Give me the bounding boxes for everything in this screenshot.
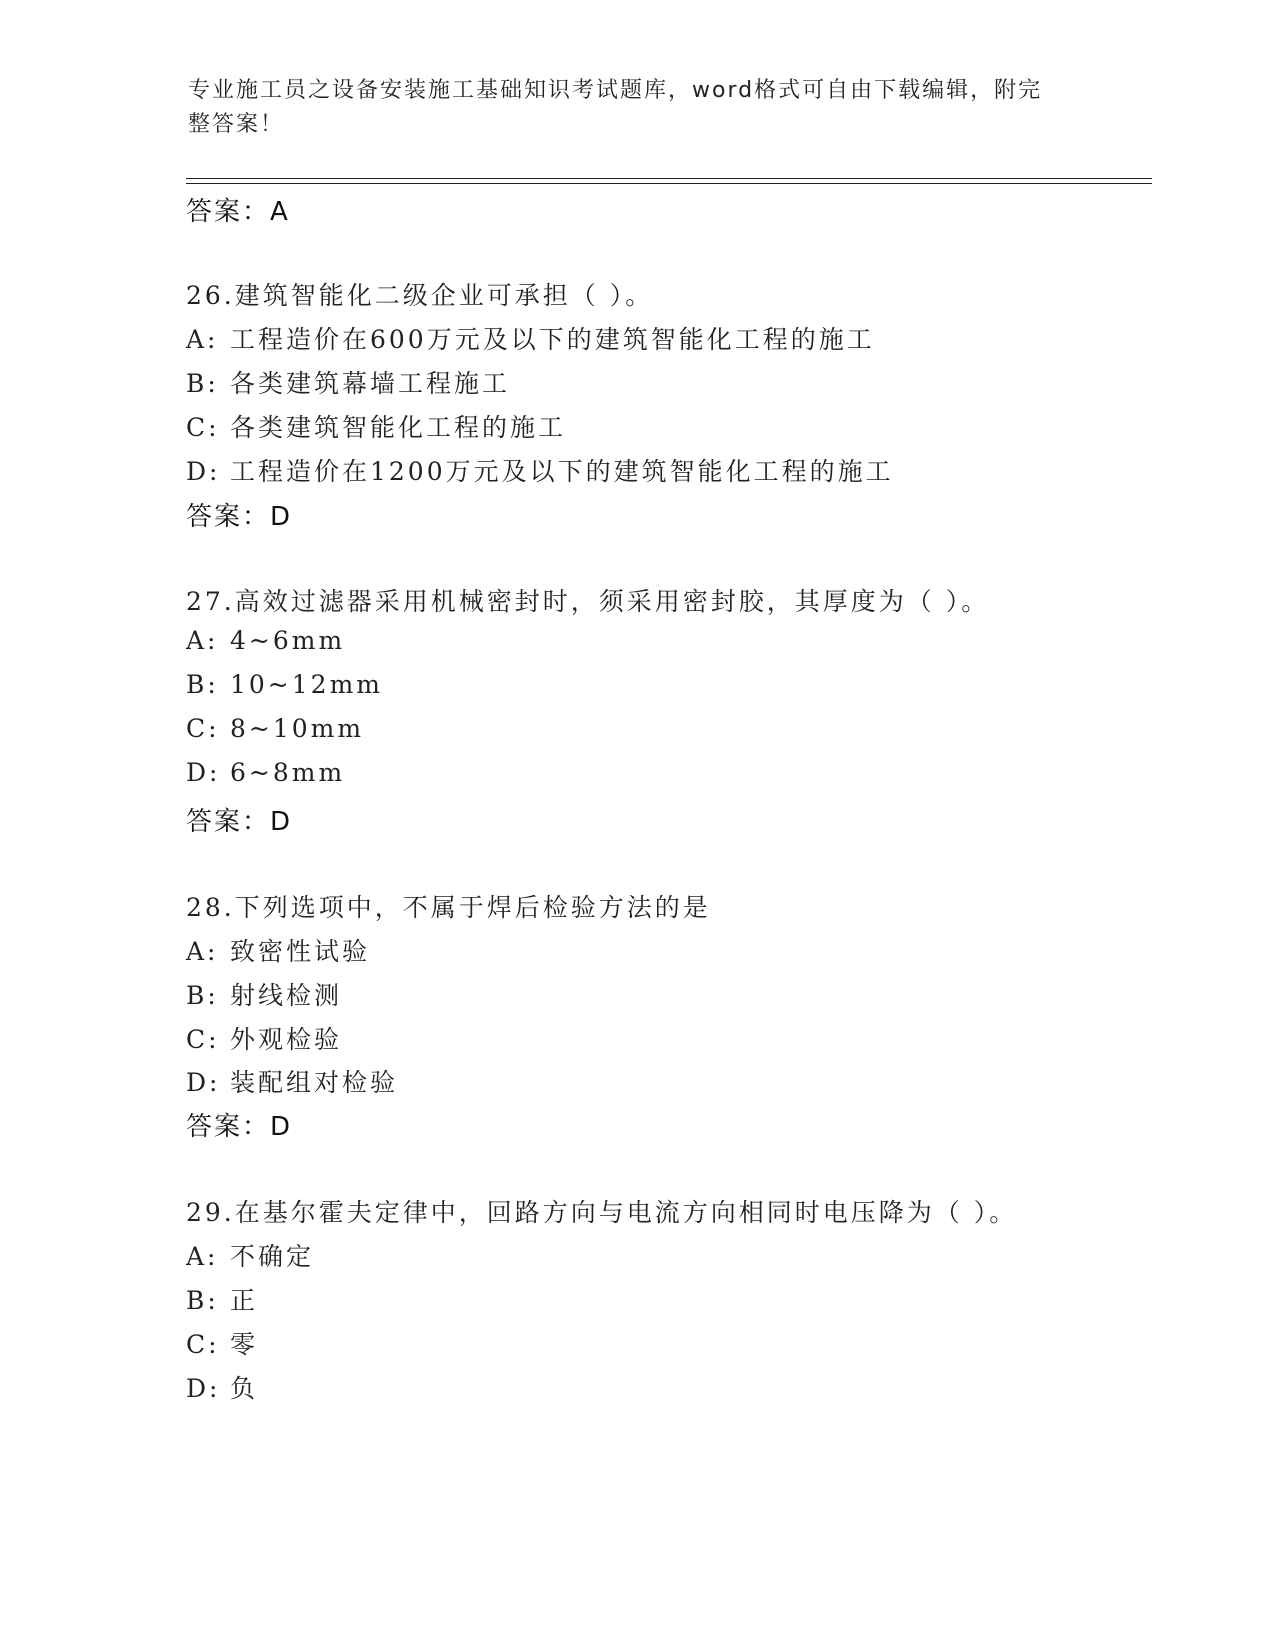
option-key: D: bbox=[186, 758, 221, 787]
option-28-d bbox=[186, 1063, 398, 1099]
option-text: 装配组对检验 bbox=[230, 1068, 399, 1097]
option-text: 不确定 bbox=[230, 1242, 315, 1271]
header-divider-bottom bbox=[186, 183, 1152, 184]
option-27-a bbox=[186, 626, 345, 655]
option-text: 6~8mm bbox=[230, 758, 346, 787]
option-text: 射线检测 bbox=[230, 981, 343, 1010]
answer-line-28 bbox=[186, 1106, 291, 1143]
option-27-c bbox=[186, 714, 364, 743]
option-key: D: bbox=[186, 1374, 221, 1403]
option-text: 10~12mm bbox=[230, 670, 383, 699]
option-key: B: bbox=[186, 1286, 219, 1315]
answer-label: 答案： bbox=[186, 197, 271, 227]
option-26-c bbox=[186, 408, 566, 444]
answer-line-prev bbox=[186, 191, 289, 228]
option-key: B: bbox=[186, 981, 219, 1010]
answer-value: D bbox=[270, 807, 292, 837]
answer-line-27 bbox=[186, 801, 291, 838]
header-line-1: 专业施工员之设备安装施工基础知识考试题库，word格式可自由下载编辑，附完 bbox=[188, 78, 1043, 103]
option-text: 各类建筑幕墙工程施工 bbox=[230, 369, 511, 398]
option-key: A: bbox=[186, 937, 219, 966]
option-text: 负 bbox=[230, 1374, 259, 1403]
option-key: C: bbox=[186, 714, 220, 743]
option-key: A: bbox=[186, 626, 219, 655]
option-text: 工程造价在600万元及以下的建筑智能化工程的施工 bbox=[230, 325, 875, 354]
question-stem-28: 28.下列选项中，不属于焊后检验方法的是 bbox=[186, 893, 711, 922]
option-key: B: bbox=[186, 369, 219, 398]
option-29-a bbox=[186, 1237, 314, 1273]
option-26-a bbox=[186, 320, 875, 356]
header-divider-top bbox=[186, 178, 1152, 179]
question-stem-27: 27.高效过滤器采用机械密封时，须采用密封胶，其厚度为（ ）。 bbox=[186, 587, 990, 616]
answer-value: D bbox=[270, 1112, 292, 1142]
option-key: C: bbox=[186, 1025, 220, 1054]
option-key: C: bbox=[186, 1330, 220, 1359]
option-key: B: bbox=[186, 670, 219, 699]
option-key: C: bbox=[186, 413, 220, 442]
answer-label: 答案： bbox=[186, 807, 271, 837]
option-27-d bbox=[186, 758, 345, 787]
option-key: D: bbox=[186, 1068, 221, 1097]
answer-label: 答案： bbox=[186, 502, 271, 532]
option-text: 工程造价在1200万元及以下的建筑智能化工程的施工 bbox=[230, 457, 894, 486]
option-26-d bbox=[186, 452, 894, 488]
option-27-b bbox=[186, 670, 383, 699]
option-key: D: bbox=[186, 457, 221, 486]
answer-value: D bbox=[270, 502, 292, 532]
answer-line-26 bbox=[186, 496, 291, 533]
question-stem-29: 29.在基尔霍夫定律中，回路方向与电流方向相同时电压降为（ ）。 bbox=[186, 1198, 1018, 1227]
option-text: 各类建筑智能化工程的施工 bbox=[230, 413, 567, 442]
question-stem-26: 26.建筑智能化二级企业可承担（ ）。 bbox=[186, 281, 654, 310]
option-text: 外观检验 bbox=[230, 1025, 343, 1054]
header-line-2: 整答案！ bbox=[188, 112, 285, 137]
option-key: A: bbox=[186, 1242, 219, 1271]
option-key: A: bbox=[186, 325, 219, 354]
option-text: 致密性试验 bbox=[230, 937, 371, 966]
option-29-b bbox=[186, 1281, 258, 1317]
answer-value: A bbox=[270, 197, 289, 227]
answer-label: 答案： bbox=[186, 1112, 271, 1142]
option-28-c bbox=[186, 1020, 342, 1056]
option-29-d bbox=[186, 1369, 258, 1405]
option-text: 4~6mm bbox=[230, 626, 346, 655]
option-text: 正 bbox=[230, 1286, 259, 1315]
option-text: 零 bbox=[230, 1330, 259, 1359]
option-28-a bbox=[186, 932, 370, 968]
option-28-b bbox=[186, 976, 342, 1012]
document-header bbox=[188, 74, 1088, 142]
option-text: 8~10mm bbox=[230, 714, 365, 743]
option-29-c bbox=[186, 1325, 258, 1361]
option-26-b bbox=[186, 364, 510, 400]
